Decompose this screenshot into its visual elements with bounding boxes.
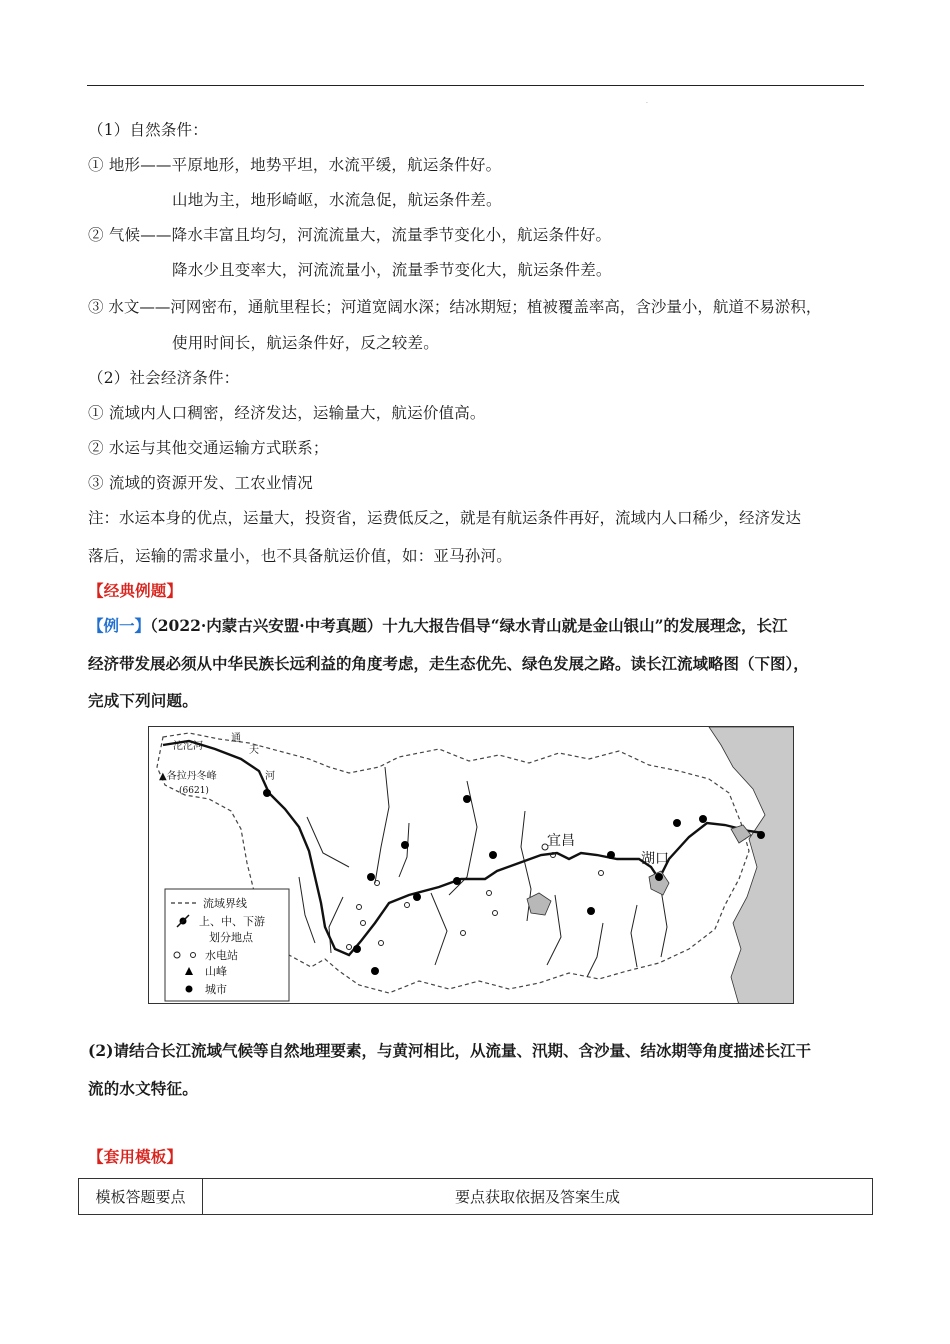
legend-hydro: 水电站 (205, 949, 238, 962)
example-tag: 【例一】 (88, 616, 151, 635)
label-tuotuo: 沱沱河 (173, 741, 203, 752)
social-item-1: ① 流域内人口稠密，经济发达，运输量大，航运价值高。 (88, 404, 486, 422)
yangtze-basin-map (148, 726, 794, 1004)
label-hukou: 湖口 (641, 851, 669, 867)
example-line-2: 经济带发展必须从中华民族长远利益的角度考虑，走生态优先、绿色发展之路。读长江流域略图（下图）， (88, 654, 809, 673)
legend-boundary: 流域界线 (203, 897, 247, 910)
label-yichang: 宜昌 (547, 833, 575, 849)
lake-taihu (731, 825, 751, 843)
legend-division: 上、中、下游 (199, 915, 265, 928)
example-line-1-text: （2022·内蒙古兴安盟·中考真题）十九大报告倡导“绿水青山就是金山银山”的发展理念，长江 (150, 616, 788, 635)
legend-division-2: 划分地点 (209, 931, 253, 944)
template-table (78, 1178, 873, 1215)
note-line-2: 落后，运输的需求量小，也不具备航运价值，如：亚马孙河。 (88, 547, 512, 565)
example-line-1 (88, 614, 788, 636)
label-tongtian-1: 通 (231, 733, 241, 744)
hydro-stations (347, 844, 604, 950)
scan-dot: . (646, 98, 648, 105)
hydrology-line-2: 使用时间长，航运条件好，反之较差。 (172, 334, 439, 352)
river-lines (299, 767, 667, 977)
label-tongtian-2: 天 (249, 745, 259, 756)
sea-area (709, 727, 794, 1004)
note-line-1: 注：水运本身的优点，运量大，投资省，运费低反之，就是有航运条件再好，流域内人口稀少，经济发达 (88, 509, 802, 527)
social-item-2: ② 水运与其他交通运输方式联系； (88, 439, 329, 457)
legend-city: 城市 (205, 983, 227, 996)
label-peak: ▲各拉丹冬峰 (159, 771, 217, 782)
natural-heading: （1）自然条件： (88, 121, 208, 139)
table-row (79, 1179, 873, 1215)
terrain-line-2: 山地为主，地形崎岖，水流急促，航运条件差。 (172, 191, 502, 209)
example-line-3: 完成下列问题。 (88, 691, 198, 710)
question-line-1: (2)请结合长江流域气候等自然地理要素，与黄河相比，从流量、汛期、含沙量、结冰期等角度描述长江干 (88, 1041, 811, 1060)
classic-example-heading: 【经典例题】 (88, 581, 183, 600)
social-item-3: ③ 流域的资源开发、工农业情况 (88, 474, 313, 492)
legend-peak: 山峰 (205, 965, 227, 978)
climate-line-2: 降水少且变率大，河流流量小，流量季节变化大，航运条件差。 (172, 261, 612, 279)
question-line-2: 流的水文特征。 (88, 1079, 198, 1098)
social-heading: （2）社会经济条件： (88, 369, 240, 387)
table-header-col-1: 模板答题要点 (79, 1179, 203, 1215)
header-rule (87, 85, 864, 86)
lake-dongting (527, 893, 551, 915)
map-legend (165, 889, 289, 1001)
template-heading: 【套用模板】 (88, 1147, 183, 1166)
table-header-col-2: 要点获取依据及答案生成 (203, 1179, 873, 1215)
hydrology-line-1: ③ 水文——河网密布，通航里程长；河道宽阔水深；结冰期短；植被覆盖率高，含沙量小，航道不易淤积， (88, 298, 822, 316)
city-dots (263, 789, 765, 975)
terrain-line-1: ① 地形——平原地形，地势平坦，水流平缓，航运条件好。 (88, 156, 502, 174)
label-tongtian-3: 河 (265, 771, 275, 782)
climate-line-1: ② 气候——降水丰富且均匀，河流流量大，流量季节变化小，航运条件好。 (88, 226, 612, 244)
label-peak-height: (6621) (179, 786, 209, 796)
